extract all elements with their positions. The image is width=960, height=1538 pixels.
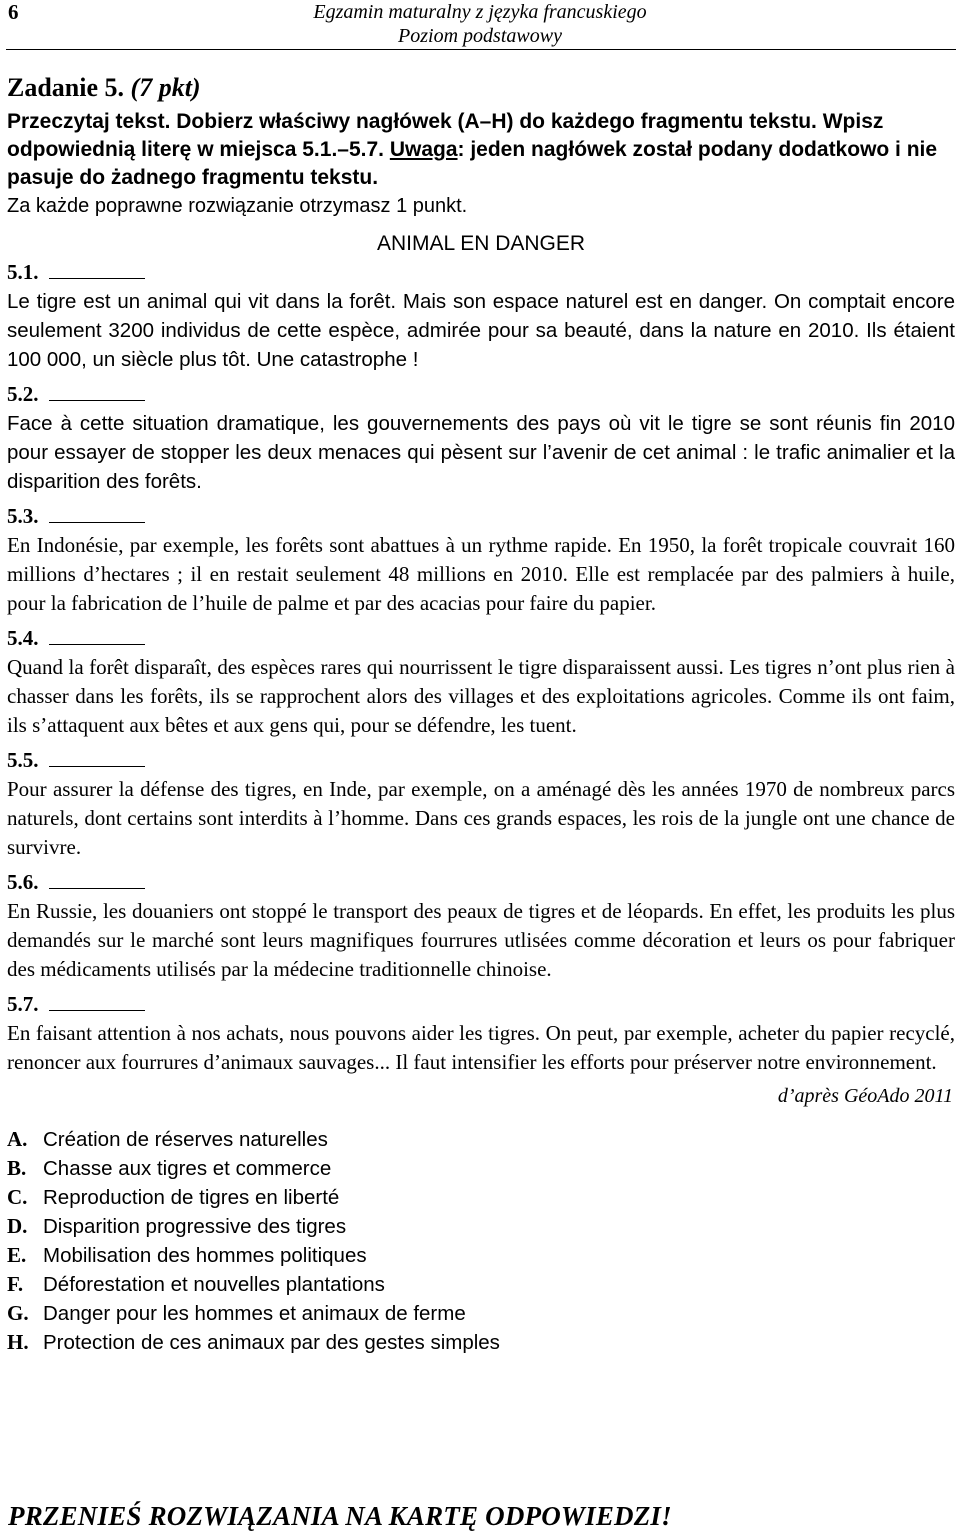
option-b [7,1154,955,1183]
answer-blank-5-5[interactable] [49,749,145,767]
option-letter: A. [7,1127,28,1151]
option-f [7,1270,955,1299]
option-d [7,1212,955,1241]
fragment-5-1 [7,258,955,374]
fragment-label: 5.3. [7,504,39,528]
task-instruction [7,108,955,192]
fragment-text: Pour assurer la défense des tigres, en Inde, par exemple, on a aménagé dès les années 1970 de nombreux parcs naturels, dont certains sont interdits à l’homme. Dans ces grands espaces, les rois de la jungle ont une chance de survivre. [7,777,955,859]
fragment-5-3 [7,502,955,618]
fragment-label: 5.4. [7,626,39,650]
instruction-line-1: Przeczytaj tekst. Dobierz właściwy nagłówek (A–H) do każdego fragmentu tekstu. [7,110,817,133]
option-e [7,1241,955,1270]
option-h [7,1328,955,1357]
instruction-scoring: Za każde poprawne rozwiązanie otrzymasz 1 punkt. [7,195,468,217]
option-c [7,1183,955,1212]
instruction-line-2b: : jeden nagłówek został podany dodatkowo i nie pasuje do żadnego fragmentu tekstu. [7,138,938,189]
option-text: Reproduction de tigres en liberté [43,1186,340,1209]
fragment-text: En Russie, les douaniers ont stoppé le transport des peaux de tigres et de léopards. En effet, les produits les plus demandés sur le marché sont leurs magnifiques fourrures utlisées comme décoration et leurs os pour fabriquer des médicaments utilisés par la médecine traditionnelle chinoise. [7,899,955,981]
answer-blank-5-7[interactable] [49,993,145,1011]
option-letter: G. [7,1301,29,1325]
task-title-main: Zadanie 5. [7,73,125,102]
task-title [7,70,955,106]
fragment-label: 5.1. [7,260,39,284]
option-letter: H. [7,1330,29,1354]
fragment-label: 5.6. [7,870,39,894]
text-source: d’après GéoAdo 2011 [777,1085,953,1107]
text-title: ANIMAL EN DANGER [376,232,586,255]
option-text: Déforestation et nouvelles plantations [43,1273,385,1296]
fragment-text: En faisant attention à nos achats, nous pouvons aider les tigres. On peut, par exemple, acheter du papier recyclé, renoncer aux fourrures d’animaux sauvages... Il faut intensifier les efforts pour préserver notre environnement. [7,1021,955,1074]
fragment-text: Face à cette situation dramatique, les gouvernements des pays où vit le tigre se sont réunis fin 2010 pour essayer de stopper les deux menaces qui pèsent sur l’avenir de cet animal : le trafic animalier et la disparition des forêts. [7,412,955,493]
fragment-5-7 [7,990,955,1077]
exam-level: Poziom podstawowy [398,25,562,47]
option-text: Danger pour les hommes et animaux de ferme [43,1302,466,1325]
option-text: Mobilisation des hommes politiques [43,1244,367,1267]
fragment-5-5 [7,746,955,862]
option-letter: C. [7,1185,28,1209]
option-text: Chasse aux tigres et commerce [43,1157,332,1180]
instruction-line-2a: Wpisz odpowiednią literę w miejsca 5.1.–5.7. [7,110,884,161]
answer-blank-5-6[interactable] [49,871,145,889]
option-text: Création de réserves naturelles [43,1128,328,1151]
option-g [7,1299,955,1328]
heading-options-list [7,1125,955,1357]
option-text: Protection de ces animaux par des gestes simples [43,1331,500,1354]
fragment-label: 5.7. [7,992,39,1016]
fragment-text: Le tigre est un animal qui vit dans la forêt. Mais son espace naturel est en danger. On comptait encore seulement 3200 individus de cette espèce, admirée pour sa beauté, dans la nature en 2010. Ils étaient 100 000, un siècle plus tôt. Une catastrophe ! [7,290,955,371]
task-points: (7 pkt) [130,73,201,102]
fragment-5-4 [7,624,955,740]
option-letter: B. [7,1156,27,1180]
fragment-5-2 [7,380,955,496]
exam-title: Egzamin maturalny z języka francuskiego [313,1,647,23]
fragment-label: 5.5. [7,748,39,772]
fragment-text: En Indonésie, par exemple, les forêts sont abattues à un rythme rapide. En 1950, la forêt tropicale couvrait 160 millions d’hectares ; il en restait seulement 48 millions en 2010. Elle est remplacée par des palmiers à huile, pour la fabrication de l’huile de palme et par des acacias pour faire du papier. [7,533,955,615]
answer-blank-5-1[interactable] [49,261,145,279]
task-content [7,70,955,1357]
transfer-answers-note: PRZENIEŚ ROZWIĄZANIA NA KARTĘ ODPOWIEDZI! [8,1501,672,1531]
fragment-label: 5.2. [7,382,39,406]
header-divider [6,49,956,50]
option-letter: F. [7,1272,24,1296]
fragment-text: Quand la forêt disparaît, des espèces rares qui nourrissent le tigre disparaissent aussi. Les tigres n’ont plus rien à chasser dans les forêts, ils se rapprochent alors des villages et des exploitations agricoles. Comme ils ont faim, ils s’attaquent aux bêtes et aux gens qui, pour se défendre, les tuent. [7,655,955,737]
answer-blank-5-2[interactable] [49,383,145,401]
page-number: 6 [8,0,19,24]
option-letter: D. [7,1214,28,1238]
fragment-5-6 [7,868,955,984]
answer-blank-5-4[interactable] [49,627,145,645]
option-letter: E. [7,1243,27,1267]
option-text: Disparition progressive des tigres [43,1215,347,1238]
option-a [7,1125,955,1154]
answer-blank-5-3[interactable] [49,505,145,523]
instruction-note-label: Uwaga [389,138,458,161]
